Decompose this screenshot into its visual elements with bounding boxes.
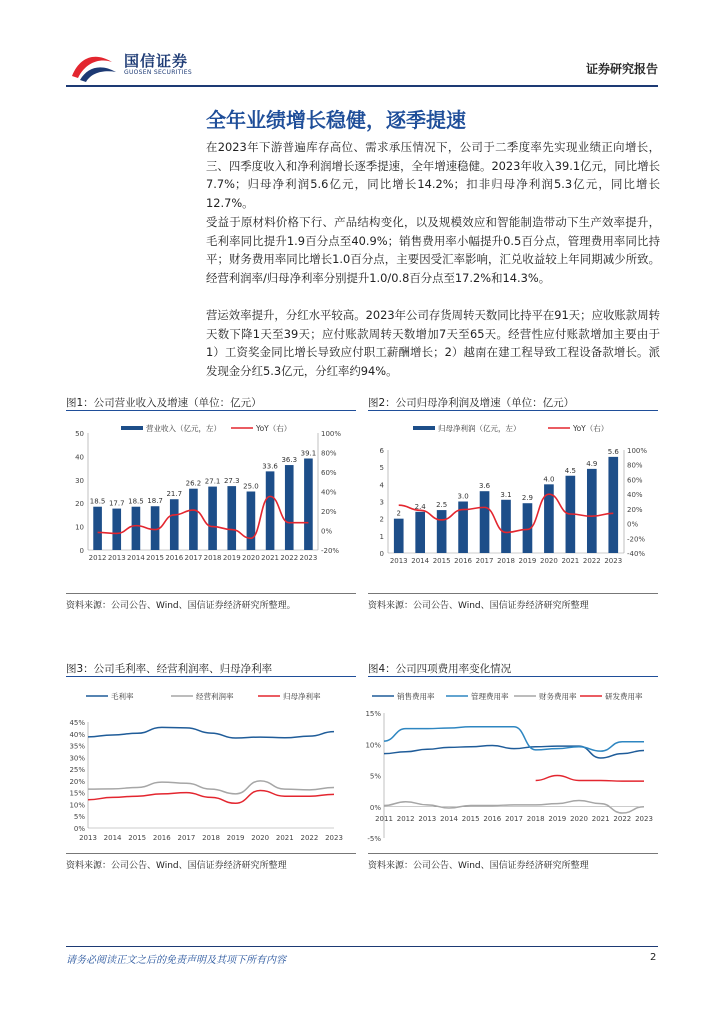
y-left-tick-label: 0 [379, 550, 384, 558]
y-left-tick-label: 3 [379, 498, 384, 507]
revenue-bar [189, 489, 198, 550]
x-tick-label: 2017 [505, 815, 523, 823]
figure-4-source: 资料来源：公司公告、Wind、国信证券经济研究所整理 [368, 861, 589, 871]
x-tick-label: 2023 [635, 815, 653, 823]
bar-data-label: 3.0 [457, 492, 469, 501]
x-tick-label: 2014 [103, 834, 122, 842]
legend-line-label: YoY（右） [256, 424, 292, 433]
figure-3-source-rule [66, 853, 356, 854]
y-tick-label: 15% [365, 710, 381, 718]
guosen-logo-icon [66, 48, 122, 84]
figure-2-source-rule [368, 593, 658, 594]
x-tick-label: 2020 [251, 834, 270, 842]
figure-3-source: 资料来源：公司公告、Wind、国信证券经济研究所整理 [66, 861, 287, 871]
legend-bar-label: 营业收入（亿元，左） [146, 424, 221, 433]
bar-data-label: 21.7 [166, 490, 183, 499]
revenue-bar [112, 509, 121, 550]
bar-data-label: 18.5 [128, 497, 144, 506]
x-tick-label: 2014 [440, 815, 458, 823]
series-line [88, 791, 334, 804]
series-line [88, 727, 334, 738]
x-tick-label: 2012 [396, 815, 415, 823]
x-tick-label: 2016 [152, 834, 171, 842]
y-tick-label: -5% [367, 835, 381, 843]
legend-bar-label: 归母净利润（亿元，左） [438, 424, 521, 433]
bar-data-label: 4.0 [543, 475, 555, 484]
y-tick-label: 35% [69, 742, 85, 751]
y-right-tick-label: -20% [321, 547, 340, 555]
y-tick-label: 10% [365, 741, 381, 750]
series-line [536, 776, 644, 782]
x-tick-label: 2018 [203, 554, 222, 562]
x-tick-label: 2013 [389, 557, 408, 565]
brand-name-cn: 国信证券 [124, 52, 189, 70]
x-tick-label: 2018 [526, 815, 545, 823]
report-type: 证券研究报告 [585, 62, 658, 76]
y-left-tick-label: 50 [75, 430, 84, 438]
y-right-tick-label: 100% [627, 447, 648, 455]
x-tick-label: 2016 [483, 815, 502, 823]
y-right-tick-label: -20% [627, 535, 646, 544]
figure-2-title: 图2：公司归母净利润及增速（单位：亿元） [368, 397, 575, 409]
y-tick-label: 20% [69, 777, 85, 786]
revenue-bar [394, 519, 404, 553]
y-right-tick-label: 60% [627, 476, 643, 485]
y-tick-label: 0% [369, 803, 381, 812]
bar-data-label: 26.2 [185, 479, 202, 488]
bar-data-label: 27.1 [204, 477, 221, 486]
x-tick-label: 2023 [325, 834, 343, 842]
y-tick-label: 40% [69, 730, 85, 739]
revenue-bar [501, 500, 511, 553]
figure-4-chart [365, 682, 658, 852]
x-tick-label: 2014 [127, 554, 145, 562]
revenue-bar [132, 507, 141, 550]
figure-1-source: 资料来源：公司公告、Wind、国信证券经济研究所整理。 [66, 601, 296, 611]
legend-line-label: YoY（右） [573, 424, 609, 433]
revenue-bar [437, 510, 447, 553]
footer-disclaimer: 请务必阅读正文之后的免责声明及其项下所有内容 [66, 955, 286, 966]
bar-data-label: 2.9 [521, 494, 534, 503]
x-tick-label: 2017 [177, 834, 196, 842]
y-right-tick-label: 40% [627, 491, 643, 500]
legend-label: 研发费用率 [605, 692, 643, 701]
bar-data-label: 2 [396, 509, 401, 518]
revenue-bar [304, 459, 313, 550]
page-header [66, 48, 658, 84]
x-tick-label: 2022 [582, 557, 601, 565]
figure-1-source-rule [66, 593, 356, 594]
legend-label: 归母净利率 [283, 692, 321, 701]
header-divider [66, 85, 658, 87]
x-tick-label: 2018 [497, 557, 515, 565]
footer-divider [66, 946, 658, 947]
bar-data-label: 39.1 [300, 449, 317, 458]
y-left-tick-label: 20 [75, 500, 84, 509]
bar-data-label: 2.5 [436, 501, 448, 510]
series-line [384, 727, 644, 751]
x-tick-label: 2022 [613, 815, 632, 823]
brand-logo [66, 48, 206, 84]
series-line [384, 746, 644, 759]
revenue-bar [608, 457, 618, 553]
y-tick-label: 5% [73, 813, 85, 822]
y-tick-label: 5% [369, 772, 381, 781]
figure-3-title: 图3：公司毛利率、经营利润率、归母净利率 [66, 663, 273, 675]
x-tick-label: 2019 [548, 815, 567, 823]
figure-3-rule [66, 676, 356, 677]
legend-label: 销售费用率 [397, 692, 435, 701]
y-right-tick-label: 80% [321, 449, 337, 458]
bar-data-label: 4.9 [586, 459, 598, 468]
x-tick-label: 2019 [222, 554, 241, 562]
x-tick-label: 2021 [275, 834, 294, 842]
y-left-tick-label: 40 [75, 453, 84, 462]
x-tick-label: 2015 [432, 557, 451, 565]
legend-bar-swatch [121, 426, 143, 430]
figure-4-source-rule [368, 853, 658, 854]
figure-3-chart [66, 682, 356, 852]
y-left-tick-label: 6 [379, 447, 384, 455]
bar-data-label: 4.5 [564, 466, 576, 475]
revenue-bar [285, 465, 294, 550]
y-right-tick-label: 60% [321, 469, 337, 477]
bar-data-label: 33.6 [262, 462, 278, 471]
x-tick-label: 2020 [570, 815, 588, 823]
x-tick-label: 2011 [375, 815, 393, 823]
y-left-tick-label: 5 [379, 464, 384, 473]
y-left-tick-label: 30 [75, 476, 84, 485]
x-tick-label: 2013 [418, 815, 437, 823]
y-tick-label: 45% [69, 719, 85, 727]
x-tick-label: 2015 [128, 834, 147, 842]
y-left-tick-label: 4 [379, 481, 384, 490]
revenue-bar [227, 486, 236, 550]
x-tick-label: 2019 [226, 834, 245, 842]
y-left-tick-label: 0 [79, 547, 84, 555]
y-tick-label: 10% [69, 801, 85, 810]
x-tick-label: 2014 [411, 557, 430, 565]
x-tick-label: 2023 [604, 557, 623, 565]
x-tick-label: 2015 [146, 554, 164, 562]
y-tick-label: 0% [73, 825, 85, 833]
paragraph-1: 在2023年下游普遍库存高位、需求承压情况下，公司于二季度率先实现业绩正向增长，三、四季度收入和净利润增长逐季提速，全年增速稳健。2023年收入39.1亿元，同比增长7.7%；归母净利润5.6亿元，同比增长14.2%；扣非归母净利润5.3亿元，同比增长12.7%。 [206, 140, 660, 210]
bar-data-label: 18.7 [147, 497, 163, 506]
y-right-tick-label: 20% [627, 505, 643, 514]
y-right-tick-label: 100% [321, 430, 342, 438]
bar-data-label: 25.0 [243, 482, 259, 491]
section-title: 全年业绩增长稳健，逐季提速 [206, 108, 466, 132]
bar-data-label: 5.6 [607, 447, 619, 456]
y-tick-label: 25% [69, 766, 85, 775]
x-tick-label: 2013 [107, 554, 126, 562]
x-tick-label: 2021 [591, 815, 610, 823]
x-tick-label: 2020 [539, 557, 558, 565]
x-tick-label: 2021 [561, 557, 580, 565]
revenue-bar [93, 507, 102, 550]
x-tick-label: 2016 [454, 557, 473, 565]
y-right-tick-label: 0% [627, 520, 639, 529]
bar-data-label: 3.1 [500, 490, 512, 499]
figure-2-chart [368, 416, 658, 592]
bar-data-label: 3.6 [478, 482, 491, 491]
legend-label: 管理费用率 [471, 692, 509, 701]
bar-data-label: 2.4 [414, 502, 426, 511]
x-tick-label: 2015 [461, 815, 480, 823]
legend-label: 财务费用率 [539, 692, 577, 701]
y-right-tick-label: 20% [321, 508, 337, 516]
y-right-tick-label: 40% [321, 488, 337, 497]
figure-4-rule [368, 676, 658, 677]
figure-4-title: 图4：公司四项费用率变化情况 [368, 663, 512, 675]
revenue-bar [415, 512, 425, 553]
bar-data-label: 27.3 [223, 477, 240, 486]
figure-2-rule [368, 410, 658, 411]
x-tick-label: 2020 [242, 554, 260, 562]
x-tick-label: 2012 [88, 554, 107, 562]
x-tick-label: 2016 [165, 554, 184, 562]
page-number: 2 [650, 952, 657, 963]
figure-2-source: 资料来源：公司公告、Wind、国信证券经济研究所整理 [368, 601, 589, 611]
x-tick-label: 2023 [299, 554, 318, 562]
figure-1-chart [66, 416, 356, 592]
x-tick-label: 2018 [202, 834, 220, 842]
bar-data-label: 17.7 [108, 499, 125, 508]
x-tick-label: 2013 [79, 834, 97, 842]
paragraph-2: 受益于原材料价格下行、产品结构变化，以及规模效应和智能制造带动下生产效率提升，毛利率同比提升1.9百分点至40.9%；销售费用率小幅提升0.5百分点，管理费用率同比持平；财务费用率同比增长1.0百分点，主要因受汇率影响，汇兑收益较上年同期减少所致。经营利润率/归母净利率分别提升1.0/0.8百分点至17.2%和14.3%。 [206, 215, 660, 285]
series-line [88, 781, 334, 794]
x-tick-label: 2021 [261, 554, 279, 562]
revenue-bar [266, 471, 275, 550]
y-tick-label: 15% [69, 789, 85, 798]
revenue-bar [480, 491, 490, 553]
brand-name-en: GUOSEN SECURITIES [124, 69, 193, 76]
y-left-tick-label: 2 [379, 515, 384, 524]
y-right-tick-label: 80% [627, 461, 643, 470]
revenue-bar [587, 469, 597, 553]
legend-bar-swatch [413, 426, 435, 430]
figure-1-rule [66, 410, 356, 411]
y-left-tick-label: 1 [379, 532, 384, 541]
x-tick-label: 2022 [280, 554, 299, 562]
x-tick-label: 2017 [184, 554, 203, 562]
bar-data-label: 36.3 [281, 456, 298, 465]
bar-data-label: 18.5 [89, 497, 106, 506]
y-right-tick-label: 0% [321, 527, 333, 536]
x-tick-label: 2022 [300, 834, 319, 842]
paragraph-3: 营运效率提升，分红水平较高。2023年公司存货周转天数同比持平在91天；应收账款周转天数下降1天至39天；应付账款周转天数增加7天至65天。经营性应付账款增加主要由于1）工资奖金同比增长导致应付职工薪酬增长；2）越南在建工程导致工程设备款增长。派发现金分红5.3亿元，分红率约94%。 [206, 308, 660, 378]
revenue-bar [247, 492, 256, 551]
y-left-tick-label: 10 [75, 523, 84, 532]
legend-label: 经营利润率 [196, 692, 234, 701]
y-right-tick-label: -40% [627, 550, 646, 558]
legend-label: 毛利率 [111, 692, 134, 701]
revenue-bar [170, 499, 179, 550]
revenue-bar [208, 487, 217, 550]
figure-1-title: 图1：公司营业收入及增速（单位：亿元） [66, 397, 262, 409]
x-tick-label: 2017 [475, 557, 494, 565]
y-tick-label: 30% [69, 754, 85, 763]
x-tick-label: 2019 [518, 557, 537, 565]
